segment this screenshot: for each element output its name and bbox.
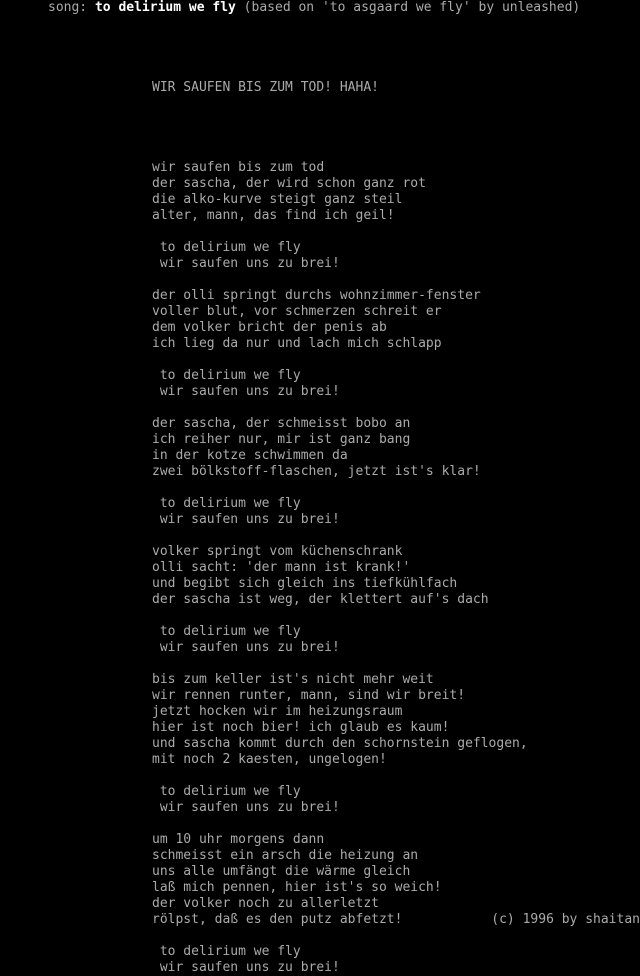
verse-line: jetzt hocken wir im heizungsraum xyxy=(152,704,403,719)
copyright-footer: (c) 1996 by shaitan xyxy=(491,912,640,927)
verse-line: der olli springt durchs wohnzimmer-fenster xyxy=(152,288,481,303)
song-header xyxy=(48,0,580,16)
verse-line: uns alle umfängt die wärme gleich xyxy=(152,864,411,879)
verse-line: volker springt vom küchenschrank xyxy=(152,544,403,559)
stanza-gap xyxy=(152,480,528,496)
chorus-line: to delirium we fly xyxy=(152,240,301,255)
chorus-line: wir saufen uns zu brei! xyxy=(152,960,340,975)
verse-line: dem volker bricht der penis ab xyxy=(152,320,387,335)
verse-line: voller blut, vor schmerzen schreit er xyxy=(152,304,442,319)
verse-line: und sascha kommt durch den schornstein geflogen, xyxy=(152,736,528,751)
song-title: to delirium we fly xyxy=(94,0,236,15)
chorus-line: wir saufen uns zu brei! xyxy=(152,512,340,527)
verse-line: hier ist noch bier! ich glaub es kaum! xyxy=(152,720,450,735)
chorus-line: wir saufen uns zu brei! xyxy=(152,640,340,655)
verse-line: wir rennen runter, mann, sind wir breit! xyxy=(152,688,466,703)
chorus-line: to delirium we fly xyxy=(152,496,301,511)
verse-line: in der kotze schwimmen da xyxy=(152,448,348,463)
stanza-gap xyxy=(152,928,528,944)
verse-line: laß mich pennen, hier ist's so weich! xyxy=(152,880,442,895)
verse-line: und begibt sich gleich ins tiefkühlfach xyxy=(152,576,458,591)
lyrics-heading: WIR SAUFEN BIS ZUM TOD! HAHA! xyxy=(152,80,379,95)
stanza-gap xyxy=(152,224,528,240)
stanza-gap xyxy=(152,816,528,832)
verse-line: bis zum keller ist's nicht mehr weit xyxy=(152,672,434,687)
verse-line: alter, mann, das find ich geil! xyxy=(152,208,395,223)
verse-line: ich lieg da nur und lach mich schlapp xyxy=(152,336,442,351)
stanza-gap xyxy=(152,608,528,624)
stanza-gap xyxy=(152,768,528,784)
chorus-line: to delirium we fly xyxy=(152,368,301,383)
stanza-gap xyxy=(152,272,528,288)
stanza-gap xyxy=(152,352,528,368)
chorus-line: wir saufen uns zu brei! xyxy=(152,800,340,815)
verse-line: mit noch 2 kaesten, ungelogen! xyxy=(152,752,387,767)
chorus-line: to delirium we fly xyxy=(152,784,301,799)
chorus-line: wir saufen uns zu brei! xyxy=(152,256,340,271)
song-attribution: (based on 'to asgaard we fly' by unleashed) xyxy=(235,0,581,15)
verse-line: schmeisst ein arsch die heizung an xyxy=(152,848,419,863)
verse-line: ich reiher nur, mir ist ganz bang xyxy=(152,432,411,447)
verse-line: um 10 uhr morgens dann xyxy=(152,832,325,847)
verse-line: der volker noch zu allerletzt xyxy=(152,896,379,911)
verse-line: der sascha, der schmeisst bobo an xyxy=(152,416,411,431)
stanza-gap xyxy=(152,128,528,144)
verse-line: wir saufen bis zum tod xyxy=(152,160,325,175)
stanza-gap xyxy=(152,400,528,416)
verse-line: zwei bölkstoff-flaschen, jetzt ist's klar! xyxy=(152,464,481,479)
chorus-line: to delirium we fly xyxy=(152,944,301,959)
verse-line: olli sacht: 'der mann ist krank!' xyxy=(152,560,411,575)
lyrics-block xyxy=(152,48,528,976)
song-prefix: song: xyxy=(48,0,95,15)
verse-line: die alko-kurve steigt ganz steil xyxy=(152,192,403,207)
verse-line: rölpst, daß es den putz abfetzt! xyxy=(152,912,403,927)
stanza-gap xyxy=(152,656,528,672)
chorus-line: wir saufen uns zu brei! xyxy=(152,384,340,399)
stanza-gap xyxy=(152,528,528,544)
chorus-line: to delirium we fly xyxy=(152,624,301,639)
verse-line: der sascha, der wird schon ganz rot xyxy=(152,176,426,191)
verse-line: der sascha ist weg, der klettert auf's dach xyxy=(152,592,489,607)
